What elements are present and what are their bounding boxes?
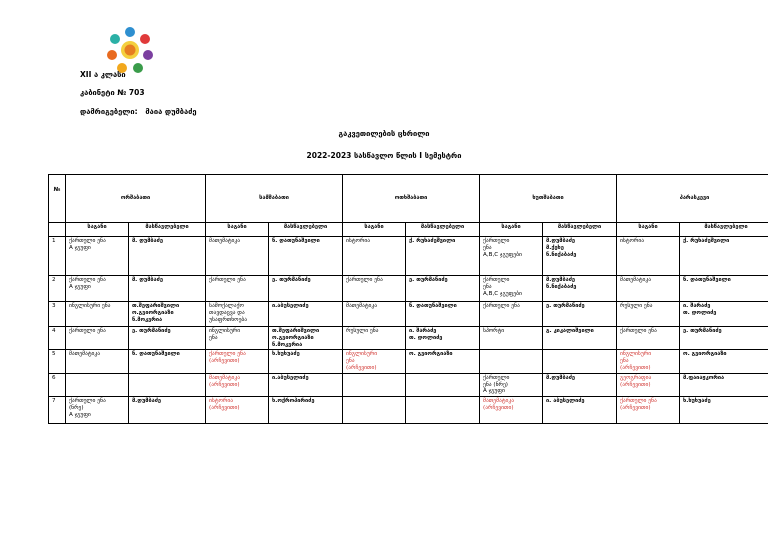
subject-line: ქართული ენა [209, 351, 246, 358]
subject-cell [66, 276, 129, 302]
subject-cell [617, 302, 680, 327]
teacher-line: თ. დოლიძე [683, 309, 717, 316]
teacher-line: მ.დუმბაძე [546, 238, 576, 244]
subject-line: ენა [346, 358, 355, 365]
teacher-cell [406, 276, 480, 302]
teacher-line: ქ. რუხაძეშვილი [409, 238, 456, 244]
teacher-line: ე. თურმანიძე [272, 277, 311, 283]
subject-line: გეოგრაფია [620, 374, 652, 381]
subject-cell [617, 327, 680, 350]
teacher-cell [269, 302, 343, 327]
teacher-line: ნ. დათუნაშვილი [409, 303, 457, 309]
teacher-line: მ.ქეხე [546, 244, 564, 251]
teacher-line: ხ.ხუხუაძე [683, 398, 711, 405]
subject-line: ენა (ნრე) [483, 381, 508, 388]
teacher-line: ე. თურმანიძე [132, 328, 171, 334]
lesson-number: 5 [49, 350, 66, 373]
subject-line: A ჯგუფი [483, 388, 505, 395]
subject-cell [343, 276, 406, 302]
subject-line: ენა [483, 283, 492, 290]
teacher-cell [680, 302, 768, 327]
subject-cell [480, 373, 543, 396]
subject-cell [617, 237, 680, 276]
subject-cell [480, 327, 543, 350]
subject-line: (არჩევითი) [620, 404, 651, 411]
teacher-line: ნ.მოკვრია [132, 316, 163, 323]
subject-header: საგანი [343, 223, 406, 237]
subject-cell [617, 350, 680, 373]
semester-title: 2022-2023 სასწავლო წლის I სემესტრი [306, 151, 462, 160]
teacher-header: მასწავლებელი [680, 223, 768, 237]
subject-line: ქართული [483, 374, 510, 381]
teacher-header: მასწავლებელი [406, 223, 480, 237]
table-row [49, 237, 768, 276]
table-row [49, 327, 768, 350]
subject-cell [480, 237, 543, 276]
table-row [49, 397, 768, 424]
subject-cell [206, 373, 269, 396]
subject-line: (არჩევითი) [483, 404, 514, 411]
teacher-cell [543, 302, 617, 327]
teacher-line: ო. გვიორგიაზი [683, 351, 727, 358]
subject-header: საგანი [617, 223, 680, 237]
subject-cell [66, 350, 129, 373]
teacher-line: გ. კიკალიშვილი [546, 328, 594, 334]
teacher-cell [680, 276, 768, 302]
teacher-line: ე. თურმანიძე [546, 303, 585, 309]
teacher-line: მ.დუმბაძე [132, 398, 161, 405]
teacher-line: ი.აბუსელიძე [272, 303, 309, 309]
subject-line: რუსული ენა [346, 328, 379, 334]
teacher-line: ო.გვიორგიაზი [132, 309, 174, 316]
subject-line: ქართული [483, 277, 510, 283]
teacher-line: ო.გვიორგიაზი [272, 334, 314, 341]
teacher-line: ი. შარაძე [409, 328, 437, 334]
subject-line: ინგლისური [620, 351, 652, 358]
subject-line: ინგლისური [346, 351, 378, 358]
day-header: სამშაბათი [206, 175, 343, 223]
teacher-cell [406, 327, 480, 350]
subject-cell [480, 397, 543, 424]
teacher-line: თ. დოლიძე [409, 334, 443, 341]
subject-line: ინგლისური [209, 328, 241, 334]
subject-line: ქართული ენა [483, 303, 520, 309]
teacher-line: ე. თურმანიძე [683, 328, 722, 334]
subject-line: ქართული ენა [209, 277, 246, 283]
subject-line: (ნრე) [69, 404, 84, 411]
teacher-cell [543, 373, 617, 396]
subject-cell [617, 397, 680, 424]
teacher-cell [543, 237, 617, 276]
day-header: ხუთშაბათი [480, 175, 617, 223]
subject-cell [343, 397, 406, 424]
teacher-cell [406, 302, 480, 327]
teacher-cell [680, 237, 768, 276]
subject-line: მათემატიკა [209, 238, 241, 244]
subject-line: ენა [209, 334, 218, 341]
teacher-cell [406, 237, 480, 276]
subject-cell [206, 302, 269, 327]
teacher-cell [406, 373, 480, 396]
room-line: კაბინეტი № 703 [80, 88, 145, 97]
teacher-cell [680, 327, 768, 350]
subject-line: მათემატიკა [483, 398, 515, 405]
subject-cell [206, 397, 269, 424]
subject-line: ქართული ენა [69, 277, 106, 283]
subject-line: ისტორია [620, 238, 645, 244]
subject-line: ენა [483, 244, 492, 251]
teacher-cell [129, 327, 206, 350]
teacher-cell [543, 350, 617, 373]
subject-line: ქართული ენა [620, 328, 657, 334]
subject-line: ქართული ენა [69, 238, 106, 244]
table-row [49, 350, 768, 373]
table-row [49, 373, 768, 396]
subject-line: მათემატიკა [209, 374, 241, 381]
teacher-line: ნ. დათუნაშვილი [683, 277, 731, 283]
teacher-line: ქ. რუხაძეშვილი [683, 238, 730, 244]
day-header: ოთხშაბათი [343, 175, 480, 223]
subject-line: მათემატიკა [69, 351, 101, 358]
schedule-title: გაკვეთილების ცხრილი [338, 129, 430, 138]
teacher-cell [269, 276, 343, 302]
teacher-line: ხ.ხუხუაძე [272, 351, 300, 358]
subject-line: მათემატიკა [620, 277, 652, 283]
teacher-line: მ. დუმბაძე [132, 238, 163, 244]
subject-cell [206, 237, 269, 276]
subject-header: საგანი [66, 223, 129, 237]
teacher-line: მ. დუმბაძე [132, 277, 163, 283]
teacher-line: მ.ფაიაჟკორია [683, 374, 725, 381]
subject-line: სპორტი [483, 328, 505, 334]
teacher-cell [269, 237, 343, 276]
subject-line: (არჩევითი) [620, 381, 651, 388]
subject-cell [480, 350, 543, 373]
subject-cell [343, 302, 406, 327]
subject-line: ქართული ენა [620, 398, 657, 405]
teacher-line: ი. შარაძე [683, 303, 711, 309]
subject-cell [343, 237, 406, 276]
teacher-line: ნ.ნიქაბაძე [546, 251, 577, 258]
subject-header: საგანი [206, 223, 269, 237]
subject-cell [206, 327, 269, 350]
teacher-line: მ.დუმბაძე [546, 277, 576, 283]
teacher-cell [543, 397, 617, 424]
teacher-line: ე. თურმანიძე [409, 277, 448, 283]
subject-line: ქართული ენა [346, 277, 383, 283]
lesson-number: 6 [49, 373, 66, 396]
day-header-row [49, 175, 768, 223]
subject-line: სამოქალაქო [209, 303, 244, 309]
teacher-cell [406, 397, 480, 424]
subject-line: ქართული ენა [69, 328, 106, 334]
teacher-cell [680, 373, 768, 396]
day-header: ორშაბათი [66, 175, 206, 223]
subject-line: თავდაცვა და [209, 309, 245, 316]
lesson-number: 3 [49, 302, 66, 327]
subject-line: A,B,C ჯგუფები [483, 290, 522, 297]
teacher-cell [129, 237, 206, 276]
lesson-number: 1 [49, 237, 66, 276]
teacher-line: ნ. დათუნაშვილი [272, 238, 320, 244]
subject-cell [480, 302, 543, 327]
subject-line: (არჩევითი) [209, 358, 240, 365]
teacher-line: მ.დუმბაძე [546, 374, 576, 381]
subject-line: ისტორია [209, 398, 234, 405]
table-row [49, 276, 768, 302]
subject-line: (არჩევითი) [209, 404, 240, 411]
subject-line: ინგლისური ენა [69, 303, 111, 309]
subject-cell [480, 276, 543, 302]
teacher-line: თ.შეფარიშვილი [272, 328, 320, 334]
teacher-cell [269, 397, 343, 424]
subject-line: რუსული ენა [620, 303, 653, 309]
subject-line: (არჩევითი) [209, 381, 240, 388]
teacher-cell [543, 327, 617, 350]
subject-line: ქართული [483, 238, 510, 244]
schedule-table [48, 174, 768, 424]
teacher-line: ი. აბუსელიძე [546, 398, 585, 405]
teacher-cell [129, 302, 206, 327]
teacher-cell [680, 350, 768, 373]
subject-cell [66, 237, 129, 276]
day-header: პარასკევი [617, 175, 768, 223]
teacher-header: მასწავლებელი [269, 223, 343, 237]
subject-cell [617, 276, 680, 302]
teacher-cell [680, 397, 768, 424]
teacher-line: ი.აბუსელიძე [272, 374, 309, 381]
subject-cell [206, 350, 269, 373]
teacher-cell [129, 397, 206, 424]
subject-line: ენა [620, 358, 629, 365]
table-row [49, 302, 768, 327]
homeroom-line [80, 107, 197, 116]
teacher-line: ო. გვიორგიაზი [409, 351, 453, 358]
subject-line: A ჯგუფი [69, 411, 91, 418]
subject-line: ისტორია [346, 238, 371, 244]
subject-cell [343, 327, 406, 350]
homeroom-name: მაია დუმბაძე [145, 107, 197, 116]
teacher-cell [543, 276, 617, 302]
subject-cell [206, 276, 269, 302]
subject-line: (არჩევითი) [346, 364, 377, 371]
teacher-cell [129, 373, 206, 396]
teacher-line: თ.შეფარიშვილი [132, 303, 180, 309]
subject-line: ქართული ენა [69, 398, 106, 405]
teacher-line: ნ.მოკვრია [272, 341, 303, 348]
subject-line: უსაფრთხოება [209, 316, 248, 323]
lesson-number: 4 [49, 327, 66, 350]
subject-line: (არჩევითი) [620, 364, 651, 371]
subject-header: საგანი [480, 223, 543, 237]
sub-header-row [49, 223, 768, 237]
subject-cell [343, 350, 406, 373]
subject-cell [66, 373, 129, 396]
teacher-cell [269, 350, 343, 373]
class-line: XII ა კლასი [80, 70, 126, 79]
subject-cell [617, 373, 680, 396]
teacher-cell [269, 373, 343, 396]
homeroom-label: დამრიგებელი: [80, 107, 138, 116]
lesson-number: 7 [49, 397, 66, 424]
subject-line: A ჯგუფი [69, 244, 91, 251]
subject-line: მათემატიკა [346, 303, 378, 309]
subject-cell [66, 302, 129, 327]
teacher-header: მასწავლებელი [129, 223, 206, 237]
subject-line: A,B,C ჯგუფები [483, 251, 522, 258]
teacher-line: ხ.ოქროპირიძე [272, 398, 315, 405]
teacher-line: ნ.ნიქაბაძე [546, 283, 577, 290]
subject-cell [343, 373, 406, 396]
lesson-number: 2 [49, 276, 66, 302]
number-header: № [49, 175, 66, 223]
teacher-header: მასწავლებელი [543, 223, 617, 237]
teacher-cell [406, 350, 480, 373]
teacher-cell [269, 327, 343, 350]
teacher-cell [129, 276, 206, 302]
subject-line: A ჯგუფი [69, 283, 91, 290]
teacher-cell [129, 350, 206, 373]
teacher-line: ნ. დათუნაშვილი [132, 351, 180, 358]
subject-cell [66, 397, 129, 424]
subject-cell [66, 327, 129, 350]
